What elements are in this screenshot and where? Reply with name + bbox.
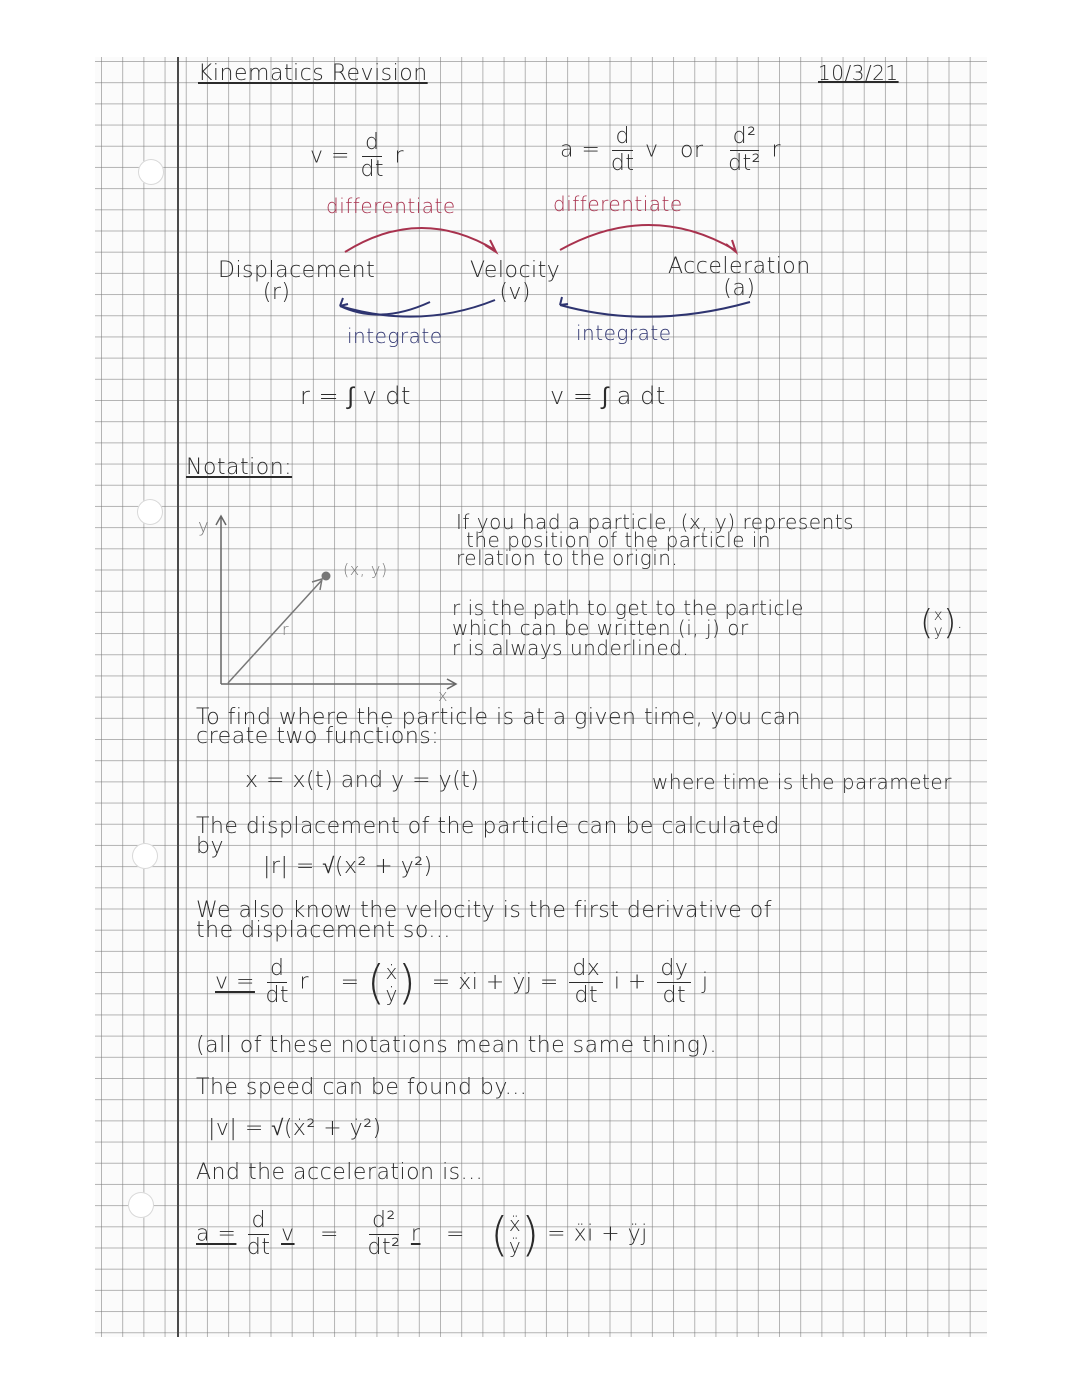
differentiate-label: differentiate	[553, 192, 683, 216]
point-label: (x, y)	[343, 560, 388, 579]
page-date: 10/3/21	[818, 61, 899, 85]
parameter-note: where time is the parameter	[652, 770, 952, 794]
punch-hole	[128, 1192, 154, 1218]
column-vector-xy: ( x y ).	[920, 603, 964, 643]
punch-hole	[132, 843, 158, 869]
integrate-label: integrate	[347, 324, 443, 348]
acceleration-formula: a = $\frac{d}{dt}$ v = $\frac{\text{d²}}{\text{dt²}}$ r = ( ẍ ÿ ) = ẍi + ÿj	[196, 1207, 648, 1262]
velocity-intro: We also know the velocity is the first derivative of the displacement so...	[196, 898, 772, 943]
velocity-derivative-formula: v = $\frac{d}{dt}$ r	[310, 130, 405, 182]
node-velocity: Velocity (v)	[470, 258, 561, 305]
parametric-equations: x = x(t) and y = y(t)	[245, 768, 480, 793]
velocity-note: (all of these notations mean the same thing).	[196, 1033, 717, 1058]
displacement-integral: r = ∫ v dt	[300, 382, 411, 410]
vector-label: r	[282, 620, 290, 639]
velocity-formula: v = $\frac{d}{dt}$ r = ( ẋ ẏ ) = ẋi + ẏj = $\frac{dx}{dt}$ i + $\frac{dy}{dt}$ j	[215, 955, 709, 1010]
integrate-label: integrate	[576, 321, 672, 345]
velocity-integral: v = ∫ a dt	[550, 382, 666, 410]
notation-heading: Notation:	[186, 455, 293, 480]
x-axis-label: x	[438, 686, 448, 705]
functions-intro: To find where the particle is at a given time, you can create two functions:	[196, 705, 802, 749]
differentiate-label: differentiate	[326, 194, 456, 218]
notation-paragraph-path: r is the path to get to the particle which can be written (i, j) or r is always underlined.	[452, 596, 804, 660]
y-axis-label: y	[198, 516, 210, 537]
node-acceleration: Acceleration (a)	[668, 254, 811, 301]
displacement-text: The displacement of the particle can be calculated by	[196, 814, 780, 859]
acceleration-derivative-formula: a = $\frac{d}{dt}$ v or $\frac{\text{d²}}{\text{dt²}}$ r	[560, 124, 782, 176]
page-title: Kinematics Revision	[198, 61, 428, 86]
acceleration-text: And the acceleration is...	[196, 1160, 484, 1185]
notation-paragraph-position: If you had a particle, (x, y) represents the position of the particle in relation to the origin.	[456, 510, 855, 570]
node-displacement: Displacement (r)	[218, 258, 376, 305]
displacement-magnitude-formula: |r| = √(x² + y²)	[263, 854, 433, 879]
speed-text: The speed can be found by...	[196, 1075, 528, 1100]
speed-formula: |v| = √(ẋ² + ẏ²)	[208, 1116, 382, 1141]
